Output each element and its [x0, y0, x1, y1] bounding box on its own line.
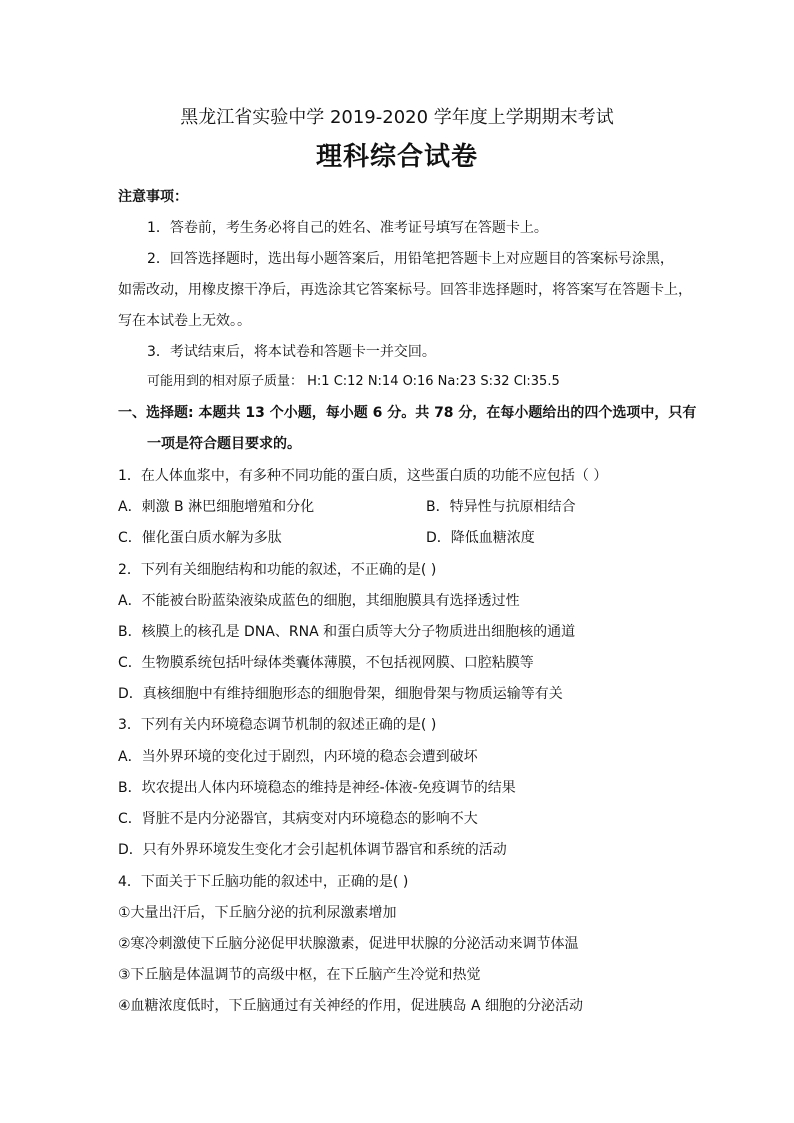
paper-title: 理科综合试卷 [315, 142, 478, 172]
notes-heading: 注意事项： [118, 189, 188, 205]
note-item-1: 1．答卷前，考生务必将自己的姓名、准考证号填写在答题卡上。 [147, 220, 548, 236]
note-item-3: 3．考试结束后，将本试卷和答题卡一并交回。 [147, 344, 436, 360]
atomic-masses: 可能用到的相对原子质量： H:1 C:12 N:14 O:16 Na:23 S:32 Cl:35.5 [147, 374, 560, 389]
question-4-statement-4: ④血糖浓度低时，下丘脑通过有关神经的作用，促进胰岛 A 细胞的分泌活动 [118, 998, 584, 1014]
note-item-2-line-3: 写在本试卷上无效。。 [118, 313, 251, 329]
question-4-statement-2: ②寒冷刺激使下丘脑分泌促甲状腺激素，促进甲状腺的分泌活动来调节体温 [118, 936, 579, 952]
note-item-2-line-1: 2．回答选择题时，选出每小题答案后，用铅笔把答题卡上对应题目的答案标号涂黑， [147, 251, 674, 267]
question-2-option-d: D．真核细胞中有维持细胞形态的细胞骨架，细胞骨架与物质运输等有关 [118, 686, 563, 702]
question-3-option-c: C．肾脏不是内分泌器官，其病变对内环境稳态的影响不大 [118, 811, 478, 827]
question-1-option-c: C．催化蛋白质水解为多肽 [118, 530, 282, 546]
question-2-stem: 2．下列有关细胞结构和功能的叙述，不正确的是( ) [118, 562, 437, 578]
question-3-option-a: A．当外界环境的变化过于剧烈，内环境的稳态会遭到破坏 [118, 749, 478, 765]
question-1-stem: 1．在人体血浆中，有多种不同功能的蛋白质，这些蛋白质的功能不应包括（ ） [118, 468, 608, 484]
question-3-stem: 3．下列有关内环境稳态调节机制的叙述正确的是( ) [118, 717, 437, 733]
question-2-option-c: C．生物膜系统包括叶绿体类囊体薄膜，不包括视网膜、口腔粘膜等 [118, 655, 534, 671]
question-1-option-b: B．特异性与抗原相结合 [426, 499, 576, 515]
question-1-option-a: A．刺激 B 淋巴细胞增殖和分化 [118, 499, 315, 515]
question-3-option-b: B．坎农提出人体内环境稳态的维持是神经-体液-免疫调节的结果 [118, 780, 516, 796]
section-instructions-line-1: 一、选择题: 本题共 13 个小题，每小题 6 分。共 78 分，在每小题给出的四个选项中，只有 [118, 405, 697, 421]
section-instructions-line-2: 一项是符合题目要求的。 [147, 436, 301, 452]
question-1-option-d: D．降低血糖浓度 [426, 530, 535, 546]
exam-title: 黑龙江省实验中学 2019-2020 学年度上学期期末考试 [180, 107, 614, 128]
question-2-option-a: A．不能被台盼蓝染液染成蓝色的细胞，其细胞膜具有选择透过性 [118, 593, 520, 609]
note-item-2-line-2: 如需改动，用橡皮擦干净后，再选涂其它答案标号。回答非选择题时，将答案写在答题卡上， [118, 282, 692, 298]
question-4-stem: 4．下面关于下丘脑功能的叙述中，正确的是( ) [118, 874, 409, 890]
question-3-option-d: D．只有外界环境发生变化才会引起机体调节器官和系统的活动 [118, 842, 507, 858]
question-4-statement-3: ③下丘脑是体温调节的高级中枢，在下丘脑产生冷觉和热觉 [118, 967, 481, 983]
question-2-option-b: B．核膜上的核孔是 DNA、RNA 和蛋白质等大分子物质进出细胞核的通道 [118, 624, 576, 640]
question-4-statement-1: ①大量出汗后，下丘脑分泌的抗利尿激素增加 [118, 905, 397, 921]
